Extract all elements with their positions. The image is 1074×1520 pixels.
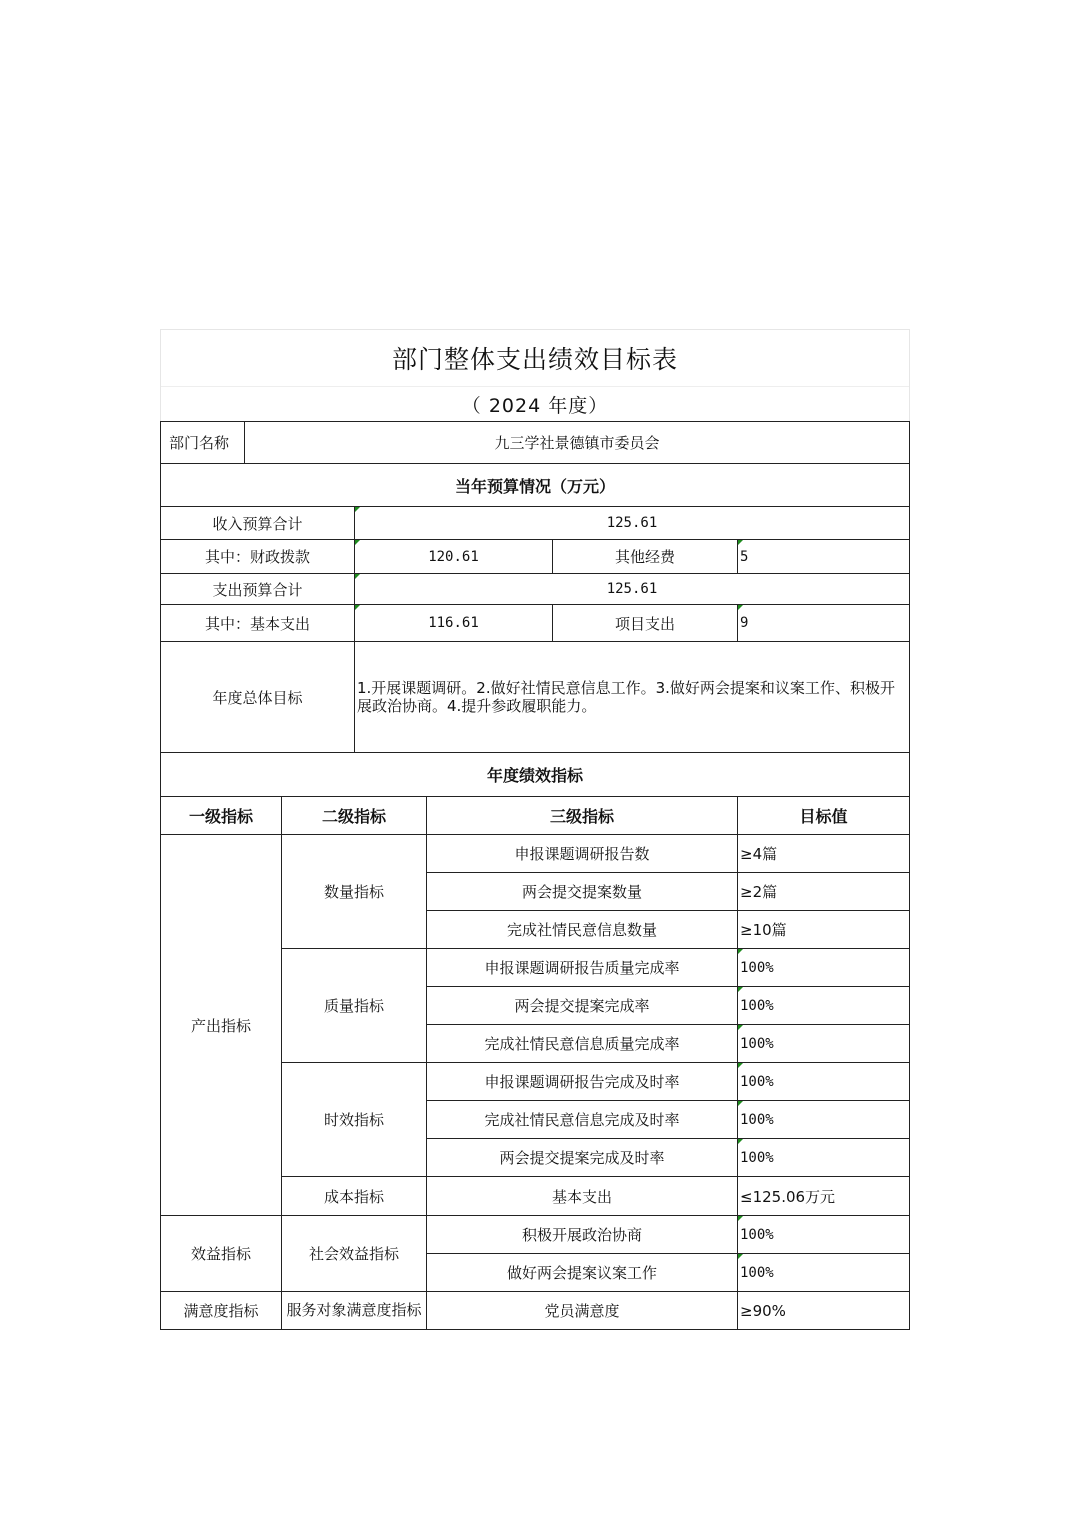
column-header-level2: 二级指标 bbox=[282, 797, 427, 835]
column-header-level3: 三级指标 bbox=[427, 797, 738, 835]
target-value: 100% bbox=[738, 1216, 910, 1254]
target-value: 100% bbox=[738, 1139, 910, 1177]
fiscal-row bbox=[161, 540, 910, 574]
income-total-row bbox=[161, 507, 910, 540]
level1-benefit-indicator: 效益指标 bbox=[161, 1216, 282, 1292]
level2-quantity-indicator: 数量指标 bbox=[282, 835, 427, 949]
expense-total-value: 125.61 bbox=[355, 574, 910, 605]
year-subtitle: （ 2024 年度） bbox=[161, 387, 910, 422]
income-total-label: 收入预算合计 bbox=[161, 507, 355, 540]
level3-indicator: 完成社情民意信息完成及时率 bbox=[427, 1101, 738, 1139]
indicator-header-row bbox=[161, 797, 910, 835]
department-row bbox=[161, 422, 910, 464]
table-row bbox=[161, 835, 910, 873]
target-value: 100% bbox=[738, 1101, 910, 1139]
level3-indicator: 党员满意度 bbox=[427, 1292, 738, 1330]
level2-service-satisfaction-indicator: 服务对象满意度指标 bbox=[282, 1292, 427, 1330]
indicators-section-heading: 年度绩效指标 bbox=[161, 753, 910, 797]
level1-output-indicator: 产出指标 bbox=[161, 835, 282, 1216]
project-expense-value: 9 bbox=[738, 605, 910, 642]
level2-quality-indicator: 质量指标 bbox=[282, 949, 427, 1063]
performance-target-table bbox=[160, 329, 910, 1330]
other-funds-value: 5 bbox=[738, 540, 910, 574]
expense-total-label: 支出预算合计 bbox=[161, 574, 355, 605]
level1-satisfaction-indicator: 满意度指标 bbox=[161, 1292, 282, 1330]
target-value: ≤125.06万元 bbox=[738, 1177, 910, 1216]
level3-indicator: 完成社情民意信息质量完成率 bbox=[427, 1025, 738, 1063]
target-value: 100% bbox=[738, 987, 910, 1025]
annual-goal-row bbox=[161, 642, 910, 753]
level3-indicator: 申报课题调研报告数 bbox=[427, 835, 738, 873]
expense-total-row bbox=[161, 574, 910, 605]
target-value: ≥2篇 bbox=[738, 873, 910, 911]
annual-goal-text: 1.开展课题调研。2.做好社情民意信息工作。3.做好两会提案和议案工作、积极开展政治协商。4.提升参政履职能力。 bbox=[355, 642, 910, 753]
target-value: 100% bbox=[738, 1063, 910, 1101]
level2-social-benefit-indicator: 社会效益指标 bbox=[282, 1216, 427, 1292]
basic-expense-value: 116.61 bbox=[355, 605, 553, 642]
target-value: ≥4篇 bbox=[738, 835, 910, 873]
budget-section-heading: 当年预算情况（万元） bbox=[161, 464, 910, 507]
level3-indicator: 两会提交提案完成率 bbox=[427, 987, 738, 1025]
department-name: 九三学社景德镇市委员会 bbox=[245, 422, 910, 464]
fiscal-allocation-label: 其中：财政拨款 bbox=[161, 540, 355, 574]
table-row bbox=[161, 1292, 910, 1330]
fiscal-allocation-value: 120.61 bbox=[355, 540, 553, 574]
department-label: 部门名称 bbox=[161, 422, 245, 464]
income-total-value: 125.61 bbox=[355, 507, 910, 540]
target-value: 100% bbox=[738, 1025, 910, 1063]
annual-goal-label: 年度总体目标 bbox=[161, 642, 355, 753]
target-value: 100% bbox=[738, 949, 910, 987]
performance-target-sheet bbox=[160, 329, 909, 1330]
level3-indicator: 做好两会提案议案工作 bbox=[427, 1254, 738, 1292]
level3-indicator: 两会提交提案数量 bbox=[427, 873, 738, 911]
other-funds-label: 其他经费 bbox=[553, 540, 738, 574]
target-value: ≥10篇 bbox=[738, 911, 910, 949]
target-value: ≥90% bbox=[738, 1292, 910, 1330]
level2-cost-indicator: 成本指标 bbox=[282, 1177, 427, 1216]
level3-indicator: 完成社情民意信息数量 bbox=[427, 911, 738, 949]
project-expense-label: 项目支出 bbox=[553, 605, 738, 642]
level3-indicator: 积极开展政治协商 bbox=[427, 1216, 738, 1254]
basic-row bbox=[161, 605, 910, 642]
level2-timeliness-indicator: 时效指标 bbox=[282, 1063, 427, 1177]
table-row bbox=[161, 1216, 910, 1254]
column-header-target: 目标值 bbox=[738, 797, 910, 835]
level3-indicator: 申报课题调研报告质量完成率 bbox=[427, 949, 738, 987]
page-title: 部门整体支出绩效目标表 bbox=[161, 330, 910, 387]
column-header-level1: 一级指标 bbox=[161, 797, 282, 835]
level3-indicator: 两会提交提案完成及时率 bbox=[427, 1139, 738, 1177]
level3-indicator: 基本支出 bbox=[427, 1177, 738, 1216]
basic-expense-label: 其中：基本支出 bbox=[161, 605, 355, 642]
target-value: 100% bbox=[738, 1254, 910, 1292]
level3-indicator: 申报课题调研报告完成及时率 bbox=[427, 1063, 738, 1101]
